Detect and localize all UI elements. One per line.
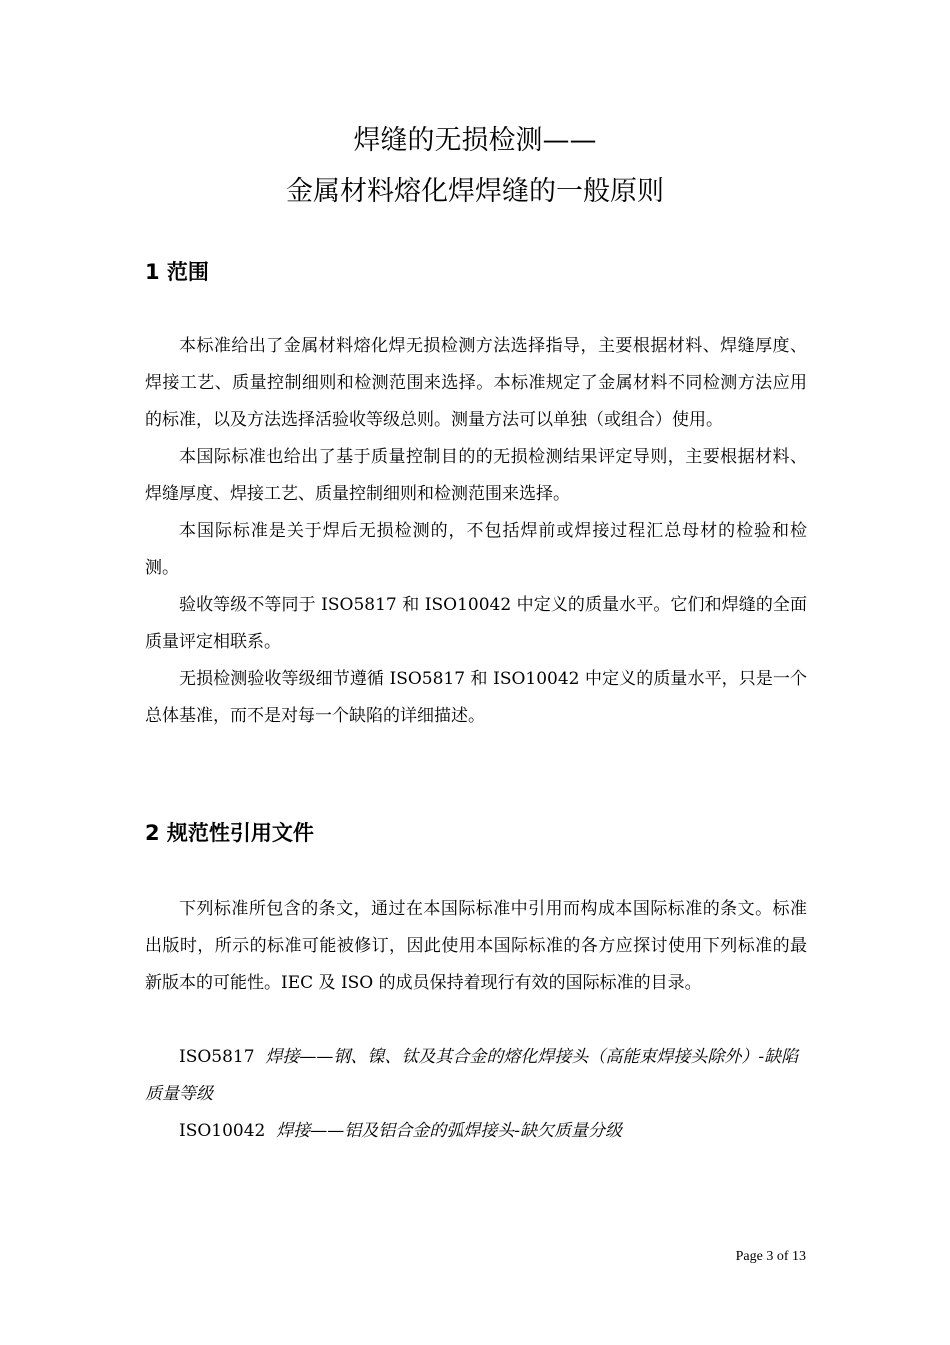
paragraph: 本国际标准是关于焊后无损检测的，不包括焊前或焊接过程汇总母材的检验和检测。 xyxy=(145,521,807,578)
paragraph: 本国际标准也给出了基于质量控制目的的无损检测结果评定导则，主要根据材料、焊缝厚度、焊接工艺、质量控制细则和检测范围来选择。 xyxy=(145,447,807,504)
document-title-line-2: 金属材料熔化焊焊缝的一般原则 xyxy=(286,176,664,207)
section-heading-scope: 1 范围 xyxy=(145,260,209,284)
reference-code: ISO5817 xyxy=(179,1047,255,1067)
section-scope-body xyxy=(145,328,807,735)
reference-list xyxy=(145,1039,807,1150)
reference-title: 焊接——铝及铝合金的弧焊接头-缺欠质量分级 xyxy=(276,1121,622,1141)
paragraph: 下列标准所包含的条文，通过在本国际标准中引用而构成本国际标准的条文。标准出版时，所示的标准可能被修订，因此使用本国际标准的各方应探讨使用下列标准的最新版本的可能性。IEC 及 ISO 的成员保持着现行有效的国际标准的目录。 xyxy=(145,899,807,993)
section-heading-normative-references: 2 规范性引用文件 xyxy=(145,821,314,845)
paragraph: 无损检测验收等级细节遵循 ISO5817 和 ISO10042 中定义的质量水平，只是一个总体基准，而不是对每一个缺陷的详细描述。 xyxy=(145,669,807,726)
reference-code: ISO10042 xyxy=(179,1121,266,1141)
reference-item xyxy=(145,1113,807,1150)
reference-title: 焊接——钢、镍、钛及其合金的熔化焊接头（高能束焊接头除外）-缺陷质量等级 xyxy=(145,1047,799,1104)
section-references-body xyxy=(145,891,807,1002)
document-title-line-1: 焊缝的无损检测—— xyxy=(353,125,597,156)
paragraph: 验收等级不等同于 ISO5817 和 ISO10042 中定义的质量水平。它们和焊缝的全面质量评定相联系。 xyxy=(145,595,807,652)
page-number: Page 3 of 13 xyxy=(735,1249,806,1264)
reference-item xyxy=(145,1039,807,1113)
paragraph: 本标准给出了金属材料熔化焊无损检测方法选择指导，主要根据材料、焊缝厚度、焊接工艺、质量控制细则和检测范围来选择。本标准规定了金属材料不同检测方法应用的标准，以及方法选择活验收等级总则。测量方法可以单独（或组合）使用。 xyxy=(145,336,807,430)
